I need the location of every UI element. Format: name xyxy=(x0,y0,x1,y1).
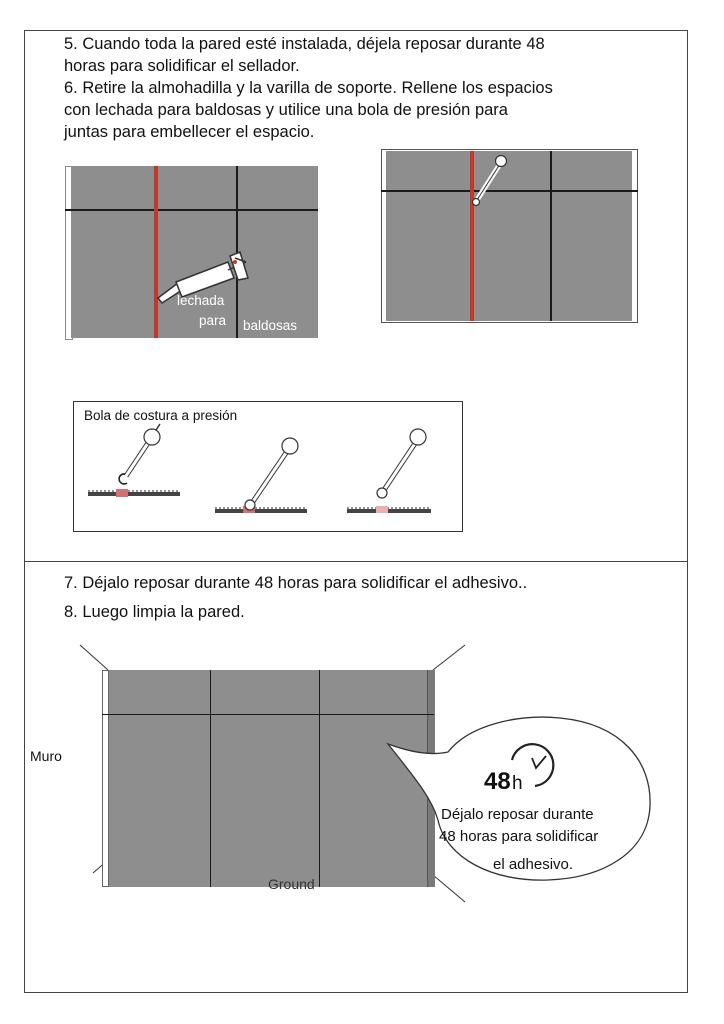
label-baldosas: baldosas xyxy=(243,318,298,333)
step6-line3: juntas para embellecer el espacio. xyxy=(64,123,315,141)
step8-text: 8. Luego limpia la pared. xyxy=(64,603,245,621)
bubble-line2: 48 horas para solidificar xyxy=(439,828,599,845)
label-para: para xyxy=(199,313,227,328)
step7-text: 7. Déjalo reposar durante 48 horas para solidificar el adhesivo.. xyxy=(64,574,528,592)
bubble-line3: el adhesivo. xyxy=(493,856,574,873)
step6-line2: con lechada para baldosas y utilice una bola de presión para xyxy=(64,101,508,119)
bubble-hours: 48 xyxy=(484,768,511,795)
bubble-hours-unit: h xyxy=(512,773,523,794)
step5-line2: horas para solidificar el sellador. xyxy=(64,57,300,75)
step6-line1: 6. Retire la almohadilla y la varilla de soporte. Rellene los espacios xyxy=(64,79,553,97)
label-ground: Ground xyxy=(268,876,315,892)
bubble-line1: Déjalo reposar durante xyxy=(441,806,594,823)
label-muro: Muro xyxy=(30,748,62,764)
label-lechada: lechada xyxy=(177,293,225,308)
step5-line1: 5. Cuando toda la pared esté instalada, déjela reposar durante 48 xyxy=(64,35,545,53)
seam-ball-title: Bola de costura a presión xyxy=(84,408,238,423)
